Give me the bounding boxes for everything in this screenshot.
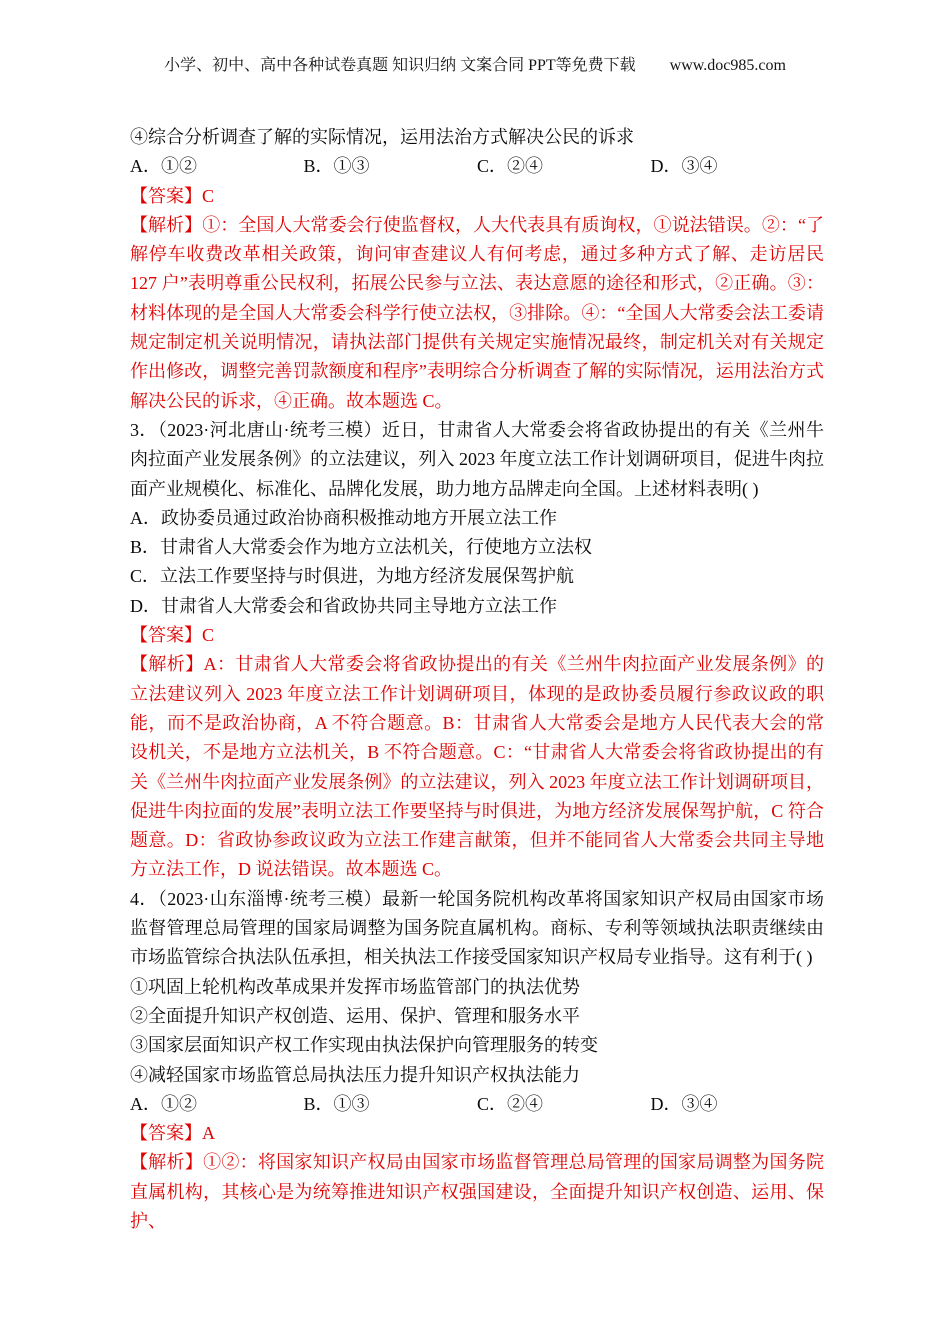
question-stem-q4: 4．（2023·山东淄博·统考三模）最新一轮国务院机构改革将国家知识产权局由国家市场监督管理总局管理的国家局调整为国务院直属机构。商标、专利等领域执法职责继续由市场监管综合执法队伍承担，相关执法工作接受国家知识产权局专业指导。这有利于( ) — [130, 888, 824, 968]
option-c-q4: C．②④ — [477, 1093, 544, 1114]
statement-item-1-q4: ①巩固上轮机构改革成果并发挥市场监管部门的执法优势 — [130, 976, 580, 997]
options-row-q4 — [130, 1090, 824, 1119]
header-promo-text: 小学、初中、高中各种试卷真题 知识归纳 文案合同 PPT等免费下载 — [164, 57, 636, 74]
statement-item-2-q4: ②全面提升知识产权创造、运用、保护、管理和服务水平 — [130, 1005, 580, 1026]
analysis-paragraph-q2: 【解析】①：全国人大常委会行使监督权，人大代表具有质询权，①说法错误。②：“了解停车收费改革相关政策，询问审查建议人有何考虑，通过多种方式了解、走访居民 127 户”表明尊重公民权利，拓展公民参与立法、表达意愿的途径和形式，②正确。③：材料体现的是全国人大常委会科学行使立法权，③排除。④：“全国人大常委会法工委请规定制定机关说明情况，请执法部门提供有关规定实施情况最终，制定机关对有关规定作出修改，调整完善罚款额度和程序”表明综合分析调查了解的实际情况，运用法治方式解决公民的诉求，④正确。故本题选 C。 — [130, 214, 824, 411]
option-c-q2: C．②④ — [477, 156, 544, 177]
question-stem-q3: 3．（2023·河北唐山·统考三模）近日，甘肃省人大常委会将省政协提出的有关《兰州牛肉拉面产业发展条例》的立法建议，列入 2023 年度立法工作计划调研项目，促进牛肉拉面产业规模化、标准化、品牌化发展，助力地方品牌走向全国。上述材料表明( ) — [130, 419, 824, 499]
answer-line-q4: 【答案】A — [130, 1123, 215, 1144]
option-d-q3: D．甘肃省人大常委会和省政协共同主导地方立法工作 — [130, 595, 557, 616]
option-b-q4: B．①③ — [303, 1093, 370, 1114]
document-body — [130, 123, 824, 1236]
option-b-q3: B．甘肃省人大常委会作为地方立法机关，行使地方立法权 — [130, 537, 593, 558]
statement-item-4-q4: ④减轻国家市场监管总局执法压力提升知识产权执法能力 — [130, 1064, 580, 1085]
analysis-paragraph-q4: 【解析】①②：将国家知识产权局由国家市场监督管理总局管理的国家局调整为国务院直属机构，其核心是为统筹推进知识产权强国建设，全面提升知识产权创造、运用、保护、 — [130, 1152, 824, 1231]
page-header — [0, 52, 950, 75]
answer-line-q3: 【答案】C — [130, 625, 215, 646]
statement-item-4-q2: ④综合分析调查了解的实际情况，运用法治方式解决公民的诉求 — [130, 127, 634, 147]
answer-line-q2: 【答案】C — [130, 185, 215, 206]
header-site-url: www.doc985.com — [669, 57, 786, 74]
options-row-q2 — [130, 152, 824, 181]
option-c-q3: C．立法工作要坚持与时俱进，为地方经济发展保驾护航 — [130, 566, 575, 587]
analysis-paragraph-q3: 【解析】A：甘肃省人大常委会将省政协提出的有关《兰州牛肉拉面产业发展条例》的立法建议列入 2023 年度立法工作计划调研项目，体现的是政协委员履行参政议政的职能，而不是政治协商，A 不符合题意。B：甘肃省人大常委会是地方人民代表大会的常设机关，不是地方立法机关，B 不符合题意。C：“甘肃省人大常委会将省政协提出的有关《兰州牛肉拉面产业发展条例》的立法建议，列入 2023 年度立法工作计划调研项目，促进牛肉拉面的发展”表明立法工作要坚持与时俱进，为地方经济发展保驾护航，C 符合题意。D：省政协参政议政为立法工作建言献策，但并不能同省人大常委会共同主导地方立法工作，D 说法错误。故本题选 C。 — [130, 654, 824, 880]
option-a-q3: A．政协委员通过政治协商积极推动地方开展立法工作 — [130, 507, 557, 528]
option-d-q2: D．③④ — [650, 156, 718, 177]
option-b-q2: B．①③ — [303, 156, 370, 177]
option-a-q4: A．①② — [130, 1093, 197, 1114]
option-a-q2: A．①② — [130, 156, 197, 177]
option-d-q4: D．③④ — [650, 1093, 718, 1114]
statement-item-3-q4: ③国家层面知识产权工作实现由执法保护向管理服务的转变 — [130, 1035, 598, 1056]
